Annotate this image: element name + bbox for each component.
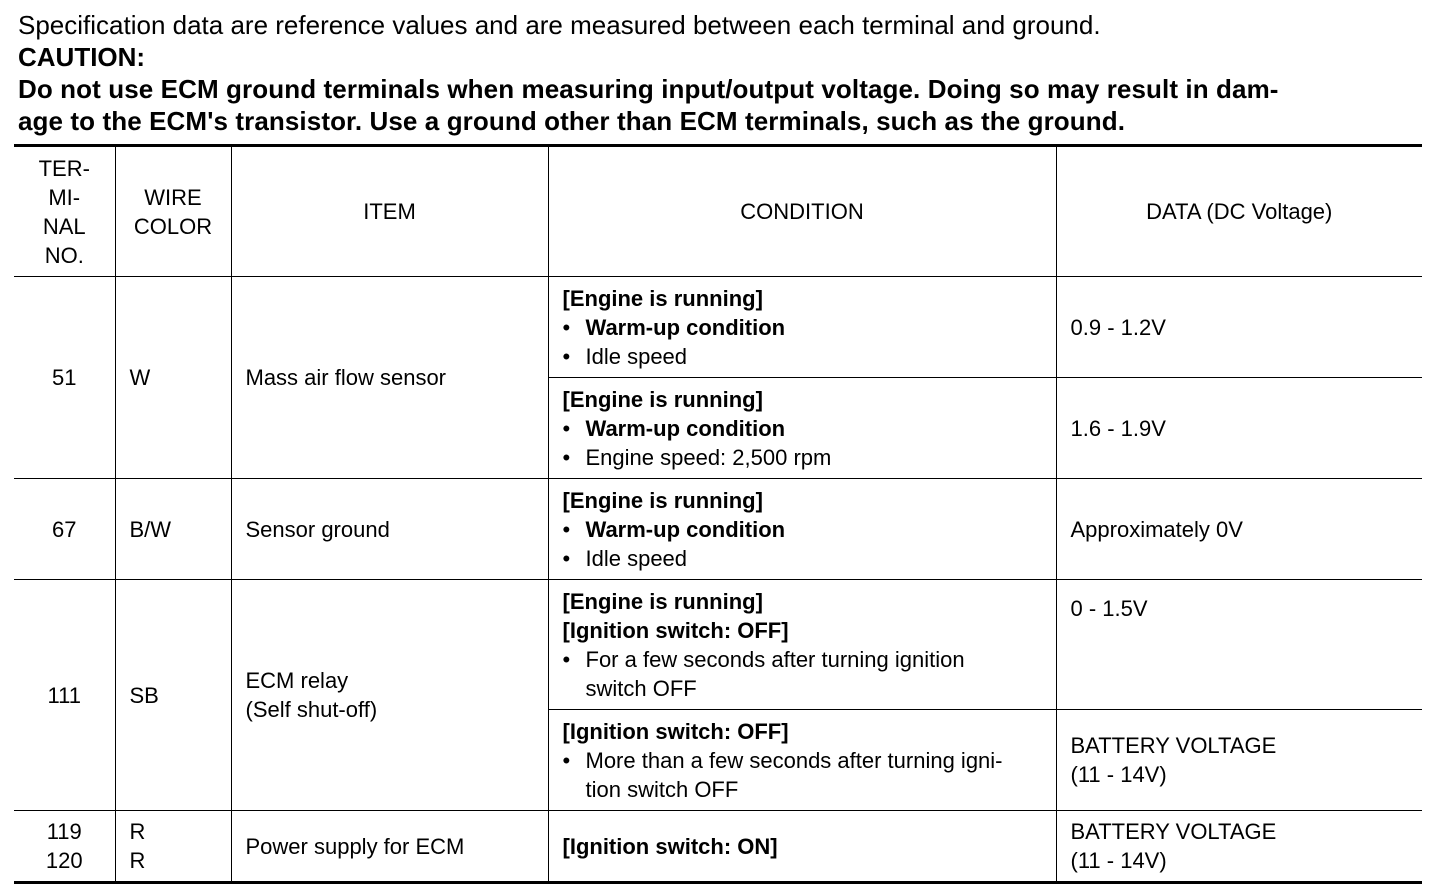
condition-cell xyxy=(548,378,1056,479)
table-row xyxy=(14,580,1422,710)
header-terminal-no: TER- MI- NAL NO. xyxy=(14,146,115,277)
wire-color: W xyxy=(115,277,231,479)
terminal-number: 119 120 xyxy=(14,811,115,883)
bullet-glyph: • xyxy=(562,415,571,441)
table-header-row xyxy=(14,146,1422,277)
caution-line-1: Do not use ECM ground terminals when measuring input/output voltage. Doing so may result in dam- xyxy=(18,74,1279,104)
bullet-glyph: • xyxy=(562,646,571,672)
item-name: Power supply for ECM xyxy=(231,811,548,883)
table-row xyxy=(14,811,1422,883)
condition-bullet xyxy=(563,746,1042,804)
condition-heading: [Engine is running] xyxy=(562,386,763,412)
condition-cell xyxy=(548,710,1056,811)
terminal-spec-table xyxy=(14,144,1422,884)
wire-color: SB xyxy=(115,580,231,811)
bullet-glyph: • xyxy=(562,516,571,542)
caution-line-2: age to the ECM's transistor. Use a ground other than ECM terminals, such as the ground. xyxy=(18,106,1126,136)
data-value: 1.6 - 1.9V xyxy=(1056,378,1422,479)
item-name: Sensor ground xyxy=(231,479,548,580)
data-value: 0.9 - 1.2V xyxy=(1056,277,1422,378)
condition-bullet: • Idle speed xyxy=(562,545,688,571)
condition-bullet: • Engine speed: 2,500 rpm xyxy=(562,444,832,470)
data-value: Approximately 0V xyxy=(1056,479,1422,580)
data-value: BATTERY VOLTAGE (11 - 14V) xyxy=(1056,811,1422,883)
data-value: BATTERY VOLTAGE (11 - 14V) xyxy=(1056,710,1422,811)
header-item: ITEM xyxy=(231,146,548,277)
condition-bullet: • Idle speed xyxy=(562,343,688,369)
condition-heading: [Ignition switch: OFF] xyxy=(562,718,789,744)
item-name: Mass air flow sensor xyxy=(231,277,548,479)
wire-color: B/W xyxy=(115,479,231,580)
condition-cell xyxy=(548,277,1056,378)
header-data: DATA (DC Voltage) xyxy=(1056,146,1422,277)
condition-heading: [Ignition switch: OFF] xyxy=(562,617,789,643)
header-wire-color: WIRE COLOR xyxy=(115,146,231,277)
caution-text xyxy=(18,73,1428,137)
condition-heading: [Engine is running] xyxy=(562,487,763,513)
terminal-number: 67 xyxy=(14,479,115,580)
intro-block xyxy=(18,8,1428,137)
bullet-glyph: • xyxy=(562,343,571,369)
bullet-glyph: • xyxy=(562,545,571,571)
condition-bullet: • Warm-up condition xyxy=(562,516,786,542)
table-row xyxy=(14,479,1422,580)
bullet-glyph: • xyxy=(562,444,571,470)
condition-bullet-text: More than a few seconds after turning igni- tion switch OFF xyxy=(585,747,1003,802)
condition-heading: [Engine is running] xyxy=(562,285,763,311)
bullet-glyph: • xyxy=(562,314,571,340)
condition-heading: [Engine is running] xyxy=(562,588,763,614)
table-row xyxy=(14,277,1422,378)
condition-heading: [Ignition switch: ON] xyxy=(562,833,778,859)
condition-bullet-text: For a few seconds after turning ignition switch OFF xyxy=(585,646,965,701)
bullet-glyph: • xyxy=(562,747,571,773)
data-value: 0 - 1.5V xyxy=(1056,580,1422,710)
condition-cell xyxy=(548,479,1056,580)
condition-bullet xyxy=(563,645,1042,703)
condition-cell xyxy=(548,580,1056,710)
condition-bullet: • Warm-up condition xyxy=(562,415,786,441)
terminal-number: 111 xyxy=(14,580,115,811)
specification-note: Specification data are reference values and are measured between each terminal and ground. xyxy=(18,10,1101,40)
condition-bullet: • Warm-up condition xyxy=(562,314,786,340)
caution-label: CAUTION: xyxy=(18,42,146,72)
item-name: ECM relay (Self shut-off) xyxy=(231,580,548,811)
condition-cell xyxy=(548,811,1056,883)
terminal-number: 51 xyxy=(14,277,115,479)
wire-color: R R xyxy=(115,811,231,883)
header-condition: CONDITION xyxy=(548,146,1056,277)
